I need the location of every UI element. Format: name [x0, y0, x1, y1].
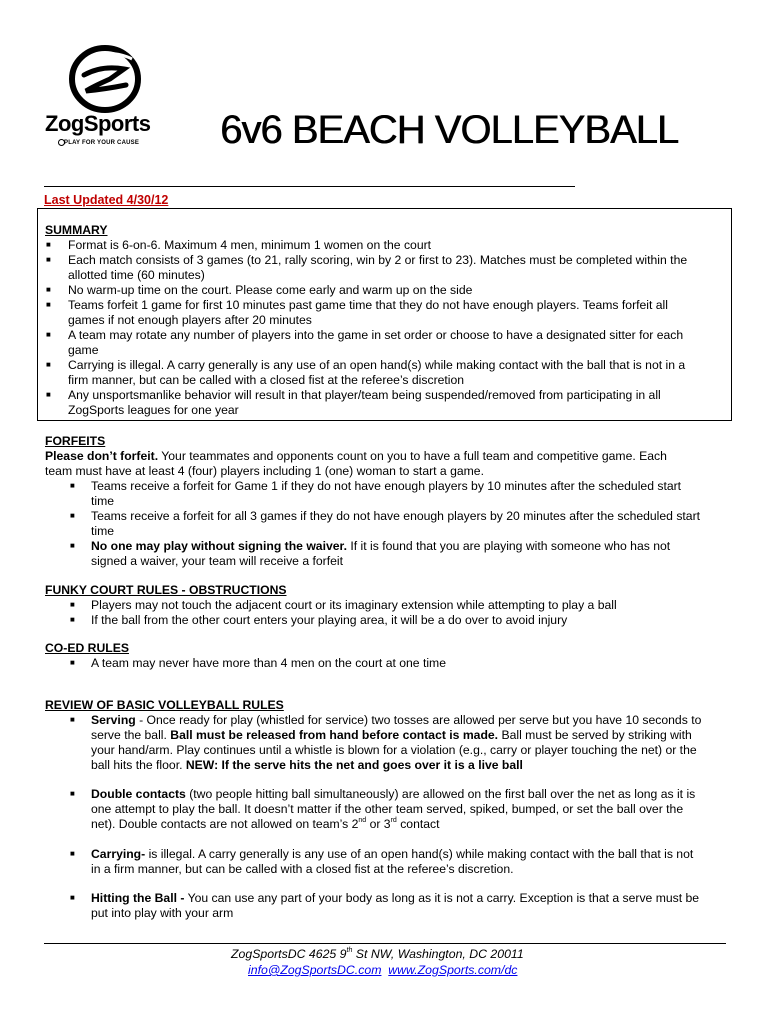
- zogsports-logo: [44, 45, 168, 155]
- forfeit-rule: No one may play without signing the waiver. If it is found that you are playing with someone who has not: [91, 539, 671, 553]
- logo-tagline: PLAY FOR YOUR CAUSE: [64, 140, 140, 146]
- summary-line: A team may rotate any number of players into the game in set order or choose to have a designated sitter for each: [68, 328, 684, 342]
- logo-emblem-icon: [62, 45, 148, 113]
- serving-rule: your hand/arm. Play continues until a whistle is blown for a violation (e.g., carry or player touching the net) or the: [91, 743, 697, 757]
- summary-line: game: [68, 343, 99, 357]
- forfeit-rule: time: [91, 494, 115, 508]
- summary-line: allotted time (60 minutes): [68, 268, 205, 282]
- bullet-icon: ■: [46, 330, 51, 339]
- bullet-icon: ■: [46, 300, 51, 309]
- summary-line: firm manner, but can be called with a closed fist at the referee’s discretion: [68, 373, 465, 387]
- bullet-icon: ■: [46, 240, 51, 249]
- forfeit-rule: signed a waiver, your team will receive a forfeit: [91, 554, 343, 568]
- funky-rule: If the ball from the other court enters your playing area, it will be a do over to avoid injury: [91, 613, 568, 627]
- forfeit-rule: Teams receive a forfeit for all 3 games if they do not have enough players by 20 minutes after the scheduled start: [91, 509, 701, 523]
- serving-rule: ball hits the floor. NEW: If the serve hits the net and goes over it is a live ball: [91, 758, 523, 772]
- bullet-icon: ■: [46, 360, 51, 369]
- forfeits-heading: FORFEITS: [45, 434, 106, 448]
- bullet-icon: ■: [70, 541, 75, 550]
- coed-heading: CO-ED RULES: [45, 641, 129, 655]
- page-title: 6v6 BEACH VOLLEYBALL: [220, 108, 679, 152]
- forfeits-intro: Please don’t forfeit. Your teammates and opponents count on you to have a full team and competitive game. Each: [45, 449, 667, 463]
- bullet-icon: ■: [70, 615, 75, 624]
- bullet-icon: ■: [46, 255, 51, 264]
- footer-links: [248, 963, 517, 977]
- double-contact-rule: Double contacts (two people hitting ball simultaneously) are allowed on the first ball over the net as long as it is: [91, 787, 696, 801]
- bullet-icon: ■: [70, 600, 75, 609]
- serving-rule: serve the ball. Ball must be released from hand before contact is made. Ball must be served by striking with: [91, 728, 692, 742]
- bullet-icon: ■: [46, 285, 51, 294]
- funky-heading: FUNKY COURT RULES - OBSTRUCTIONS: [45, 583, 287, 597]
- summary-line: games if not enough players after 20 minutes: [68, 313, 312, 327]
- forfeit-rule: Teams receive a forfeit for Game 1 if they do not have enough players by 10 minutes after the scheduled start: [91, 479, 682, 493]
- summary-line: Format is 6-on-6. Maximum 4 men, minimum 1 women on the court: [68, 238, 432, 252]
- summary-line: Carrying is illegal. A carry generally is any use of an open hand(s) while making contact with the ball that is not in a: [68, 358, 686, 372]
- bullet-icon: ■: [70, 893, 75, 902]
- funky-rule: Players may not touch the adjacent court or its imaginary extension while attempting to play a ball: [91, 598, 617, 612]
- forfeit-rule: time: [91, 524, 115, 538]
- footer-address: ZogSportsDC 4625 9th St NW, Washington, DC 20011: [231, 947, 524, 961]
- serving-rule: Serving - Once ready for play (whistled for service) two tosses are allowed per serve but you have 10 seconds to: [91, 713, 702, 727]
- bullet-icon: ■: [70, 715, 75, 724]
- summary-line: Teams forfeit 1 game for first 10 minutes past game time that they do not have enough players. Teams forfeit all: [68, 298, 668, 312]
- carrying-rule: in a firm manner, but can be called with a closed fist at the referee’s discretion.: [91, 862, 514, 876]
- review-heading: REVIEW OF BASIC VOLLEYBALL RULES: [45, 698, 284, 712]
- bullet-icon: ■: [70, 481, 75, 490]
- bullet-icon: ■: [70, 849, 75, 858]
- summary-line: Each match consists of 3 games (to 21, rally scoring, win by 2 or first to 23). Matches must be completed within the: [68, 253, 688, 267]
- summary-line: Any unsportsmanlike behavior will result in that player/team being suspended/removed from participating in all: [68, 388, 661, 402]
- hitting-rule: Hitting the Ball - You can use any part of your body as long as it is not a carry. Exception is that a serve must be: [91, 891, 700, 905]
- summary-line: No warm-up time on the court. Please come early and warm up on the side: [68, 283, 473, 297]
- bullet-icon: ■: [70, 789, 75, 798]
- forfeits-intro-line2: team must have at least 4 (four) players including 1 (one) woman to start a game.: [45, 464, 484, 478]
- coed-rule: A team may never have more than 4 men on the court at one time: [91, 656, 446, 670]
- title-divider: [44, 186, 575, 187]
- summary-line: ZogSports leagues for one year: [68, 403, 239, 417]
- bullet-icon: ■: [46, 390, 51, 399]
- bullet-icon: ■: [70, 658, 75, 667]
- last-updated: Last Updated 4/30/12: [44, 193, 169, 207]
- hitting-rule: put into play with your arm: [91, 906, 234, 920]
- email-link[interactable]: info@ZogSportsDC.com: [248, 963, 382, 977]
- carrying-rule: Carrying- is illegal. A carry generally is any use of an open hand(s) while making contact with the ball that is not: [91, 847, 694, 861]
- footer-divider: [44, 943, 726, 944]
- summary-heading: SUMMARY: [45, 223, 108, 237]
- logo-wordmark: ZogSports: [45, 111, 151, 136]
- website-link[interactable]: www.ZogSports.com/dc: [388, 963, 518, 977]
- double-contact-rule: net). Double contacts are not allowed on team’s 2nd or 3rd contact: [91, 817, 440, 831]
- double-contact-rule: one attempt to play the ball. It doesn’t matter if the other team served, spiked, bumped, or set the ball over the: [91, 802, 684, 816]
- bullet-icon: ■: [70, 511, 75, 520]
